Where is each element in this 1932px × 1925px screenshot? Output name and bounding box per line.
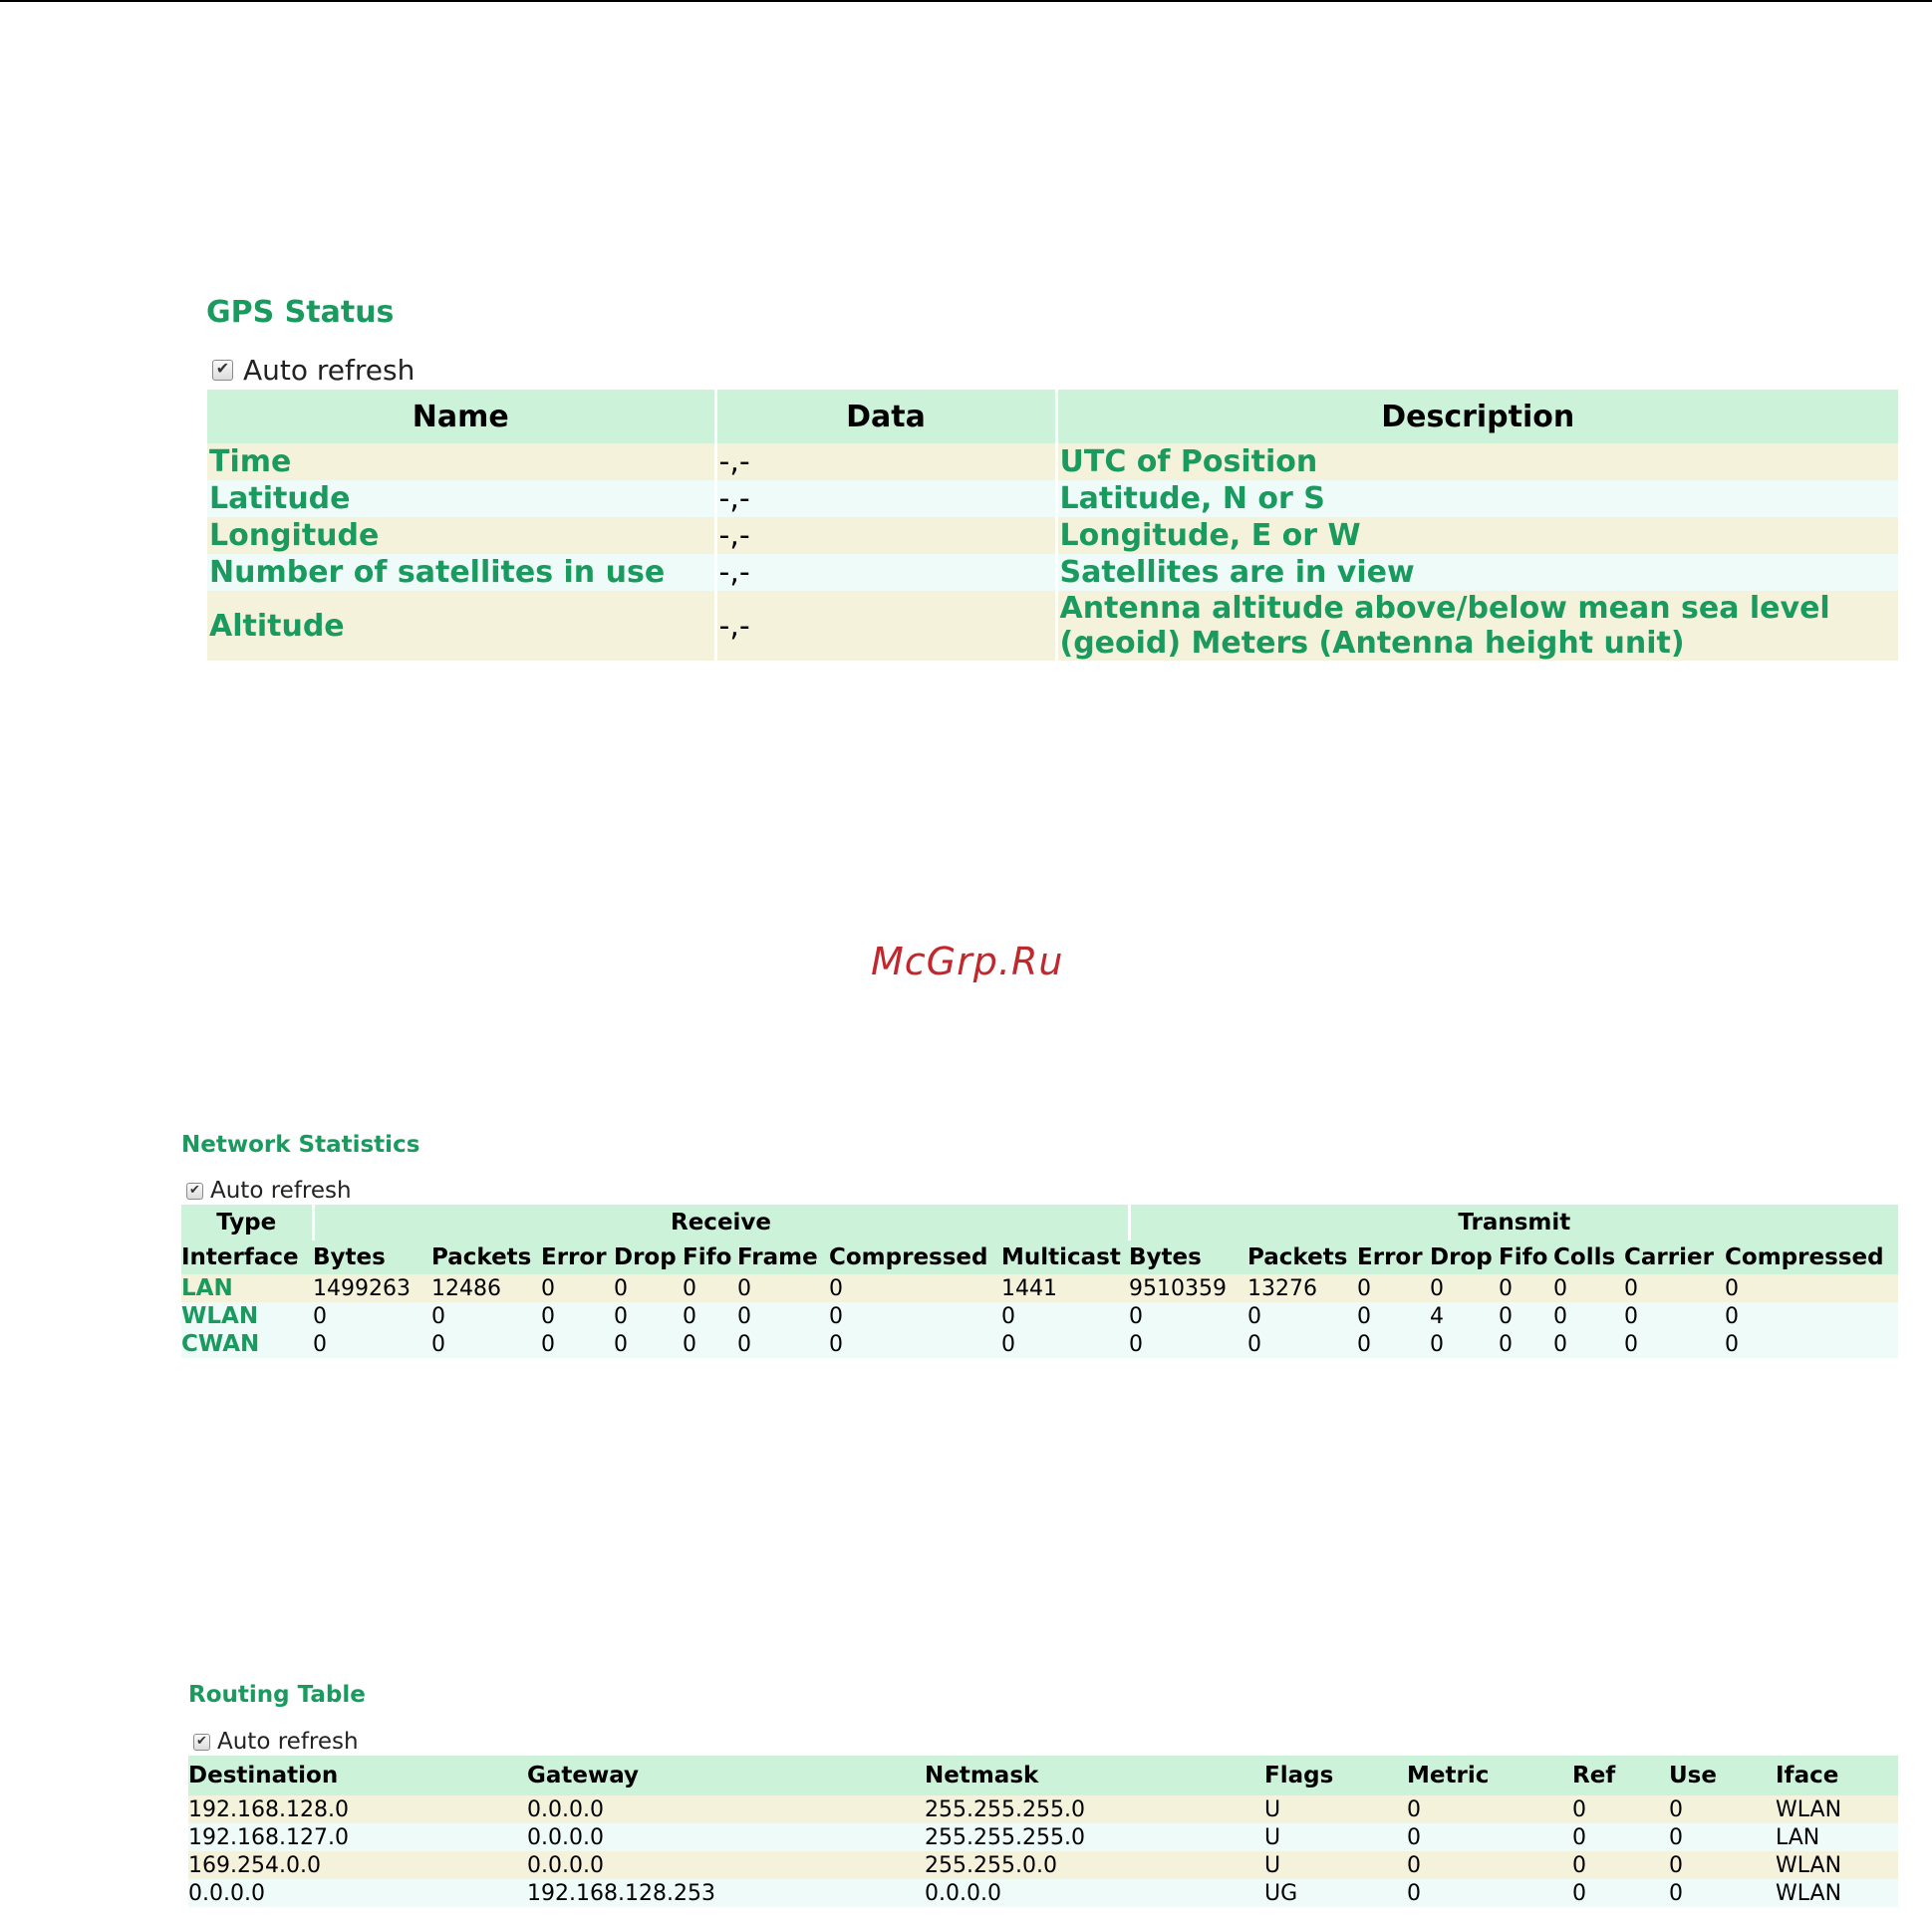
network-col-header: Error <box>1357 1240 1430 1274</box>
network-col-header: Bytes <box>1129 1240 1247 1274</box>
table-row <box>188 1823 1898 1851</box>
network-interface-cell: WLAN <box>181 1302 313 1330</box>
network-cell: 0 <box>1725 1274 1898 1302</box>
routing-cell: 192.168.128.0 <box>188 1795 527 1823</box>
routing-cell: 169.254.0.0 <box>188 1851 527 1879</box>
network-cell: 0 <box>829 1274 1001 1302</box>
network-cell: 0 <box>1553 1330 1624 1358</box>
gps-description-cell: Longitude, E or W <box>1056 517 1898 554</box>
gps-name-cell: Time <box>207 443 715 480</box>
network-cell: 0 <box>1430 1274 1499 1302</box>
gps-status-title: GPS Status <box>206 295 395 330</box>
gps-header-row <box>207 390 1898 443</box>
network-cell: 13276 <box>1247 1274 1357 1302</box>
routing-cell: 0 <box>1669 1795 1776 1823</box>
network-cell: 0 <box>431 1302 541 1330</box>
routing-col-header: Flags <box>1264 1756 1407 1795</box>
table-row <box>207 591 1898 661</box>
routing-cell: 0 <box>1669 1851 1776 1879</box>
routing-cell: 192.168.127.0 <box>188 1823 527 1851</box>
gps-data-cell: -,- <box>715 480 1056 517</box>
routing-col-header: Netmask <box>925 1756 1264 1795</box>
routing-table <box>188 1756 1898 1907</box>
routing-cell: WLAN <box>1776 1879 1898 1907</box>
routing-cell: WLAN <box>1776 1851 1898 1879</box>
routing-cell: 192.168.128.253 <box>527 1879 925 1907</box>
network-col-header: Carrier <box>1624 1240 1725 1274</box>
routing-cell: 0 <box>1669 1823 1776 1851</box>
routing-col-header: Destination <box>188 1756 527 1795</box>
table-row <box>207 443 1898 480</box>
network-cell: 0 <box>1357 1330 1430 1358</box>
network-cell: 0 <box>1624 1274 1725 1302</box>
gps-name-cell: Altitude <box>207 591 715 661</box>
routing-cell: 0 <box>1669 1879 1776 1907</box>
network-cell: 0 <box>1624 1302 1725 1330</box>
checkbox-checked-icon[interactable]: ✔ <box>186 1183 203 1200</box>
network-cell: 0 <box>1725 1302 1898 1330</box>
network-cell: 0 <box>1499 1330 1553 1358</box>
network-cell: 0 <box>614 1302 683 1330</box>
gps-data-cell: -,- <box>715 443 1056 480</box>
network-cell: 0 <box>1357 1302 1430 1330</box>
routing-cell: WLAN <box>1776 1795 1898 1823</box>
network-group-header-row <box>181 1205 1898 1240</box>
network-group-transmit: Transmit <box>1129 1205 1898 1240</box>
network-cell: 0 <box>1499 1302 1553 1330</box>
gps-header-data: Data <box>715 390 1056 443</box>
routing-cell: UG <box>1264 1879 1407 1907</box>
routing-cell: 0 <box>1572 1879 1669 1907</box>
gps-header-name: Name <box>207 390 715 443</box>
table-row <box>207 480 1898 517</box>
network-statistics-title: Network Statistics <box>181 1132 420 1158</box>
network-cell: 0 <box>313 1330 431 1358</box>
network-cell: 0 <box>683 1274 737 1302</box>
routing-col-header: Iface <box>1776 1756 1898 1795</box>
gps-status-table <box>207 390 1898 661</box>
network-cell: 0 <box>1357 1274 1430 1302</box>
routing-cell: 0.0.0.0 <box>527 1851 925 1879</box>
network-cell: 4 <box>1430 1302 1499 1330</box>
routing-cell: 0.0.0.0 <box>527 1795 925 1823</box>
gps-description-cell: UTC of Position <box>1056 443 1898 480</box>
routing-cell: 0.0.0.0 <box>925 1879 1264 1907</box>
routing-cell: 0 <box>1572 1851 1669 1879</box>
checkbox-checked-icon[interactable]: ✔ <box>212 360 233 381</box>
table-row <box>188 1851 1898 1879</box>
network-cell: 0 <box>829 1330 1001 1358</box>
routing-cell: LAN <box>1776 1823 1898 1851</box>
network-col-header: Colls <box>1553 1240 1624 1274</box>
network-cell: 0 <box>1430 1330 1499 1358</box>
routing-auto-refresh[interactable] <box>193 1729 359 1755</box>
gps-description-cell: Satellites are in view <box>1056 554 1898 591</box>
network-cell: 0 <box>1001 1302 1129 1330</box>
routing-cell: 255.255.0.0 <box>925 1851 1264 1879</box>
gps-name-cell: Latitude <box>207 480 715 517</box>
table-row <box>207 517 1898 554</box>
routing-cell: 255.255.255.0 <box>925 1823 1264 1851</box>
network-cell: 0 <box>1001 1330 1129 1358</box>
gps-auto-refresh-label: Auto refresh <box>243 354 415 387</box>
table-row <box>181 1274 1898 1302</box>
network-cell: 0 <box>614 1330 683 1358</box>
network-col-header: Fifo <box>1499 1240 1553 1274</box>
gps-data-cell: -,- <box>715 554 1056 591</box>
network-cell: 0 <box>1624 1330 1725 1358</box>
routing-cell: U <box>1264 1795 1407 1823</box>
network-cell: 0 <box>541 1274 614 1302</box>
network-auto-refresh-label: Auto refresh <box>210 1178 352 1204</box>
network-cell: 0 <box>737 1302 829 1330</box>
network-col-header: Compressed <box>1725 1240 1898 1274</box>
table-row <box>181 1302 1898 1330</box>
network-cell: 0 <box>541 1330 614 1358</box>
routing-header-row <box>188 1756 1898 1795</box>
network-col-header: Drop <box>614 1240 683 1274</box>
checkbox-checked-icon[interactable]: ✔ <box>193 1734 210 1751</box>
routing-cell: 0 <box>1407 1823 1572 1851</box>
routing-cell: 0 <box>1407 1795 1572 1823</box>
gps-description-cell: Antenna altitude above/below mean sea level (geoid) Meters (Antenna height unit) <box>1056 591 1898 661</box>
routing-table-title: Routing Table <box>188 1682 366 1708</box>
network-cell: 0 <box>683 1330 737 1358</box>
table-row <box>207 554 1898 591</box>
network-cell: 0 <box>541 1302 614 1330</box>
network-group-receive: Receive <box>313 1205 1129 1240</box>
network-group-type: Type <box>181 1205 313 1240</box>
routing-col-header: Gateway <box>527 1756 925 1795</box>
routing-col-header: Ref <box>1572 1756 1669 1795</box>
gps-name-cell: Longitude <box>207 517 715 554</box>
network-cell: 12486 <box>431 1274 541 1302</box>
network-col-header: Fifo <box>683 1240 737 1274</box>
routing-auto-refresh-label: Auto refresh <box>217 1729 359 1755</box>
network-cell: 1441 <box>1001 1274 1129 1302</box>
network-column-header-row <box>181 1240 1898 1274</box>
network-statistics-table <box>181 1205 1898 1358</box>
routing-cell: 0 <box>1572 1823 1669 1851</box>
watermark-logo: McGrp.Ru <box>871 940 1064 983</box>
gps-name-cell: Number of satellites in use <box>207 554 715 591</box>
network-cell: 0 <box>683 1302 737 1330</box>
network-cell: 0 <box>431 1330 541 1358</box>
table-row <box>188 1879 1898 1907</box>
network-cell: 0 <box>829 1302 1001 1330</box>
routing-cell: 0 <box>1407 1879 1572 1907</box>
gps-auto-refresh[interactable] <box>212 354 414 387</box>
network-cell: 0 <box>1499 1274 1553 1302</box>
network-cell: 0 <box>737 1274 829 1302</box>
network-cell: 9510359 <box>1129 1274 1247 1302</box>
network-col-header: Compressed <box>829 1240 1001 1274</box>
routing-cell: 0 <box>1572 1795 1669 1823</box>
routing-cell: 255.255.255.0 <box>925 1795 1264 1823</box>
network-interface-cell: CWAN <box>181 1330 313 1358</box>
table-row <box>181 1330 1898 1358</box>
network-cell: 0 <box>737 1330 829 1358</box>
network-col-header: Packets <box>1247 1240 1357 1274</box>
network-col-header: Multicast <box>1001 1240 1129 1274</box>
network-cell: 0 <box>1553 1302 1624 1330</box>
network-cell: 0 <box>1247 1302 1357 1330</box>
network-cell: 0 <box>1129 1330 1247 1358</box>
network-cell: 0 <box>1553 1274 1624 1302</box>
network-col-header: Drop <box>1430 1240 1499 1274</box>
network-cell: 0 <box>1725 1330 1898 1358</box>
network-cell: 1499263 <box>313 1274 431 1302</box>
network-interface-cell: LAN <box>181 1274 313 1302</box>
gps-data-cell: -,- <box>715 517 1056 554</box>
gps-data-cell: -,- <box>715 591 1056 661</box>
network-cell: 0 <box>1247 1330 1357 1358</box>
gps-description-cell: Latitude, N or S <box>1056 480 1898 517</box>
routing-cell: U <box>1264 1851 1407 1879</box>
network-auto-refresh[interactable] <box>186 1178 352 1204</box>
routing-cell: U <box>1264 1823 1407 1851</box>
network-col-header: Error <box>541 1240 614 1274</box>
table-row <box>188 1795 1898 1823</box>
network-cell: 0 <box>313 1302 431 1330</box>
routing-col-header: Use <box>1669 1756 1776 1795</box>
routing-cell: 0 <box>1407 1851 1572 1879</box>
network-col-header: Packets <box>431 1240 541 1274</box>
network-col-header: Bytes <box>313 1240 431 1274</box>
network-cell: 0 <box>614 1274 683 1302</box>
network-col-header: Frame <box>737 1240 829 1274</box>
network-cell: 0 <box>1129 1302 1247 1330</box>
routing-cell: 0.0.0.0 <box>188 1879 527 1907</box>
routing-cell: 0.0.0.0 <box>527 1823 925 1851</box>
routing-col-header: Metric <box>1407 1756 1572 1795</box>
network-col-header: Interface <box>181 1240 313 1274</box>
gps-header-description: Description <box>1056 390 1898 443</box>
top-border-line <box>0 0 1932 2</box>
